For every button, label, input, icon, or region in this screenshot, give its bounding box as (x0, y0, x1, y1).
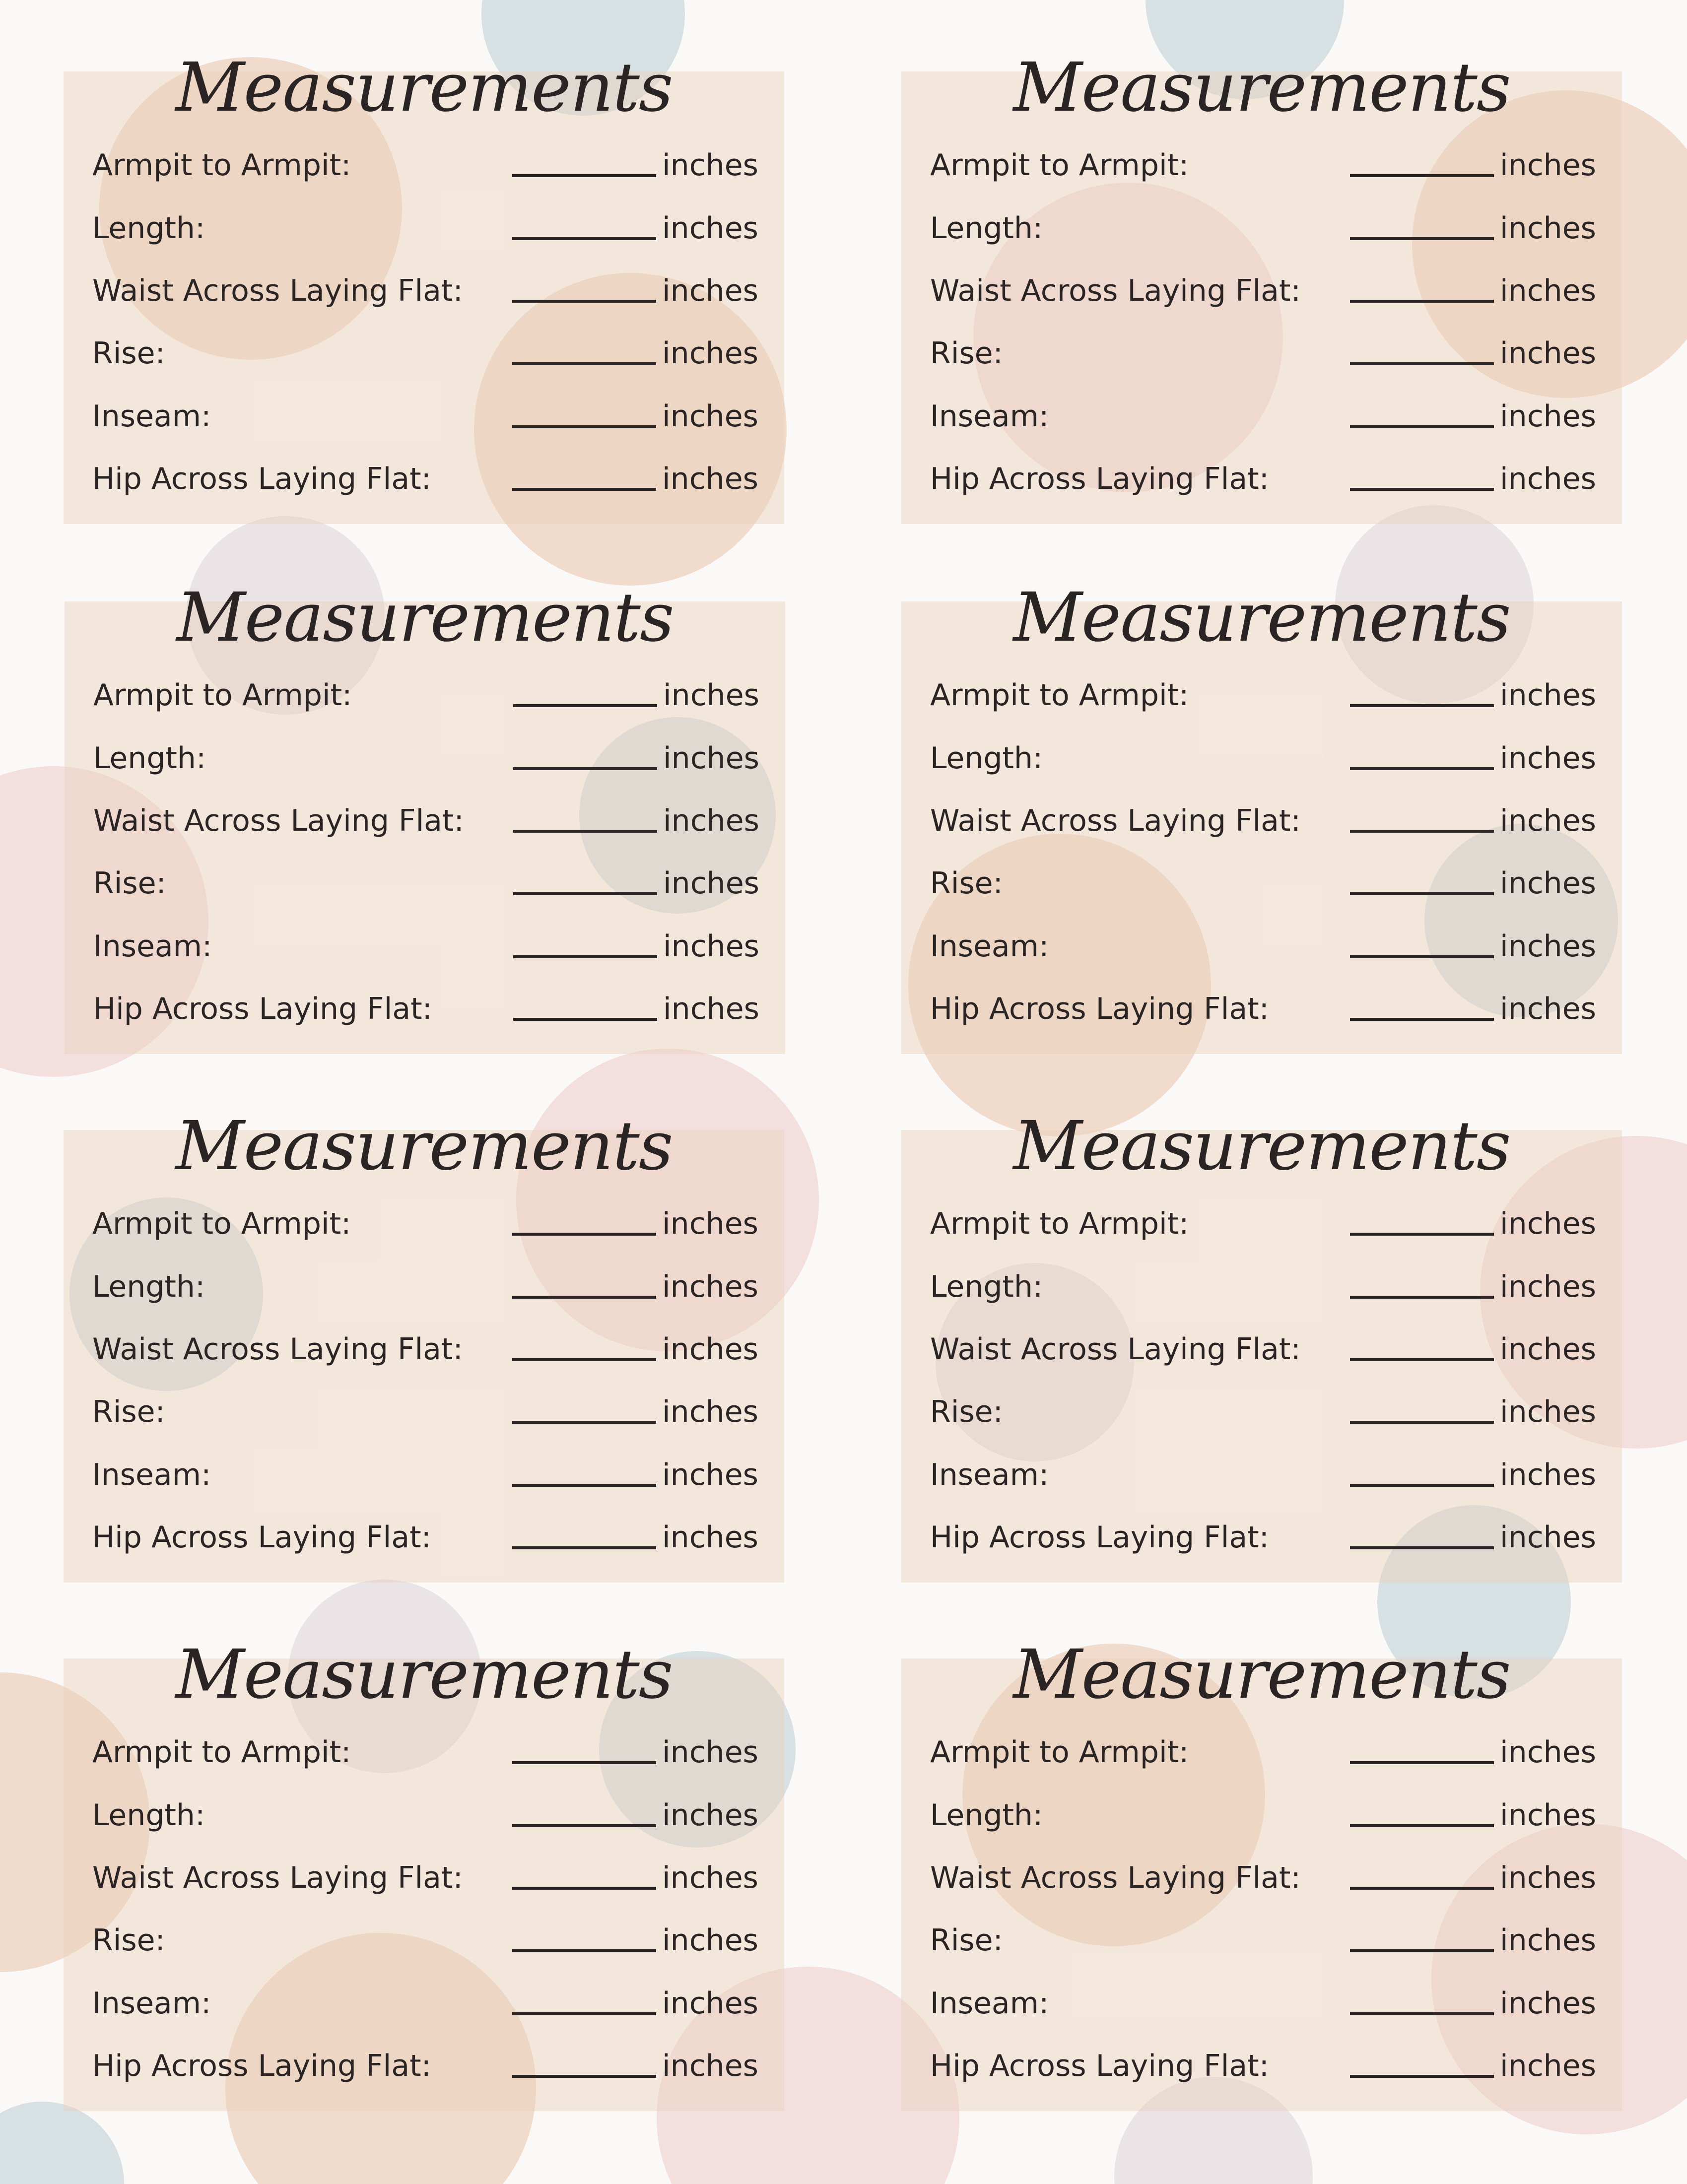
row-label: Waist Across Laying Flat: (930, 803, 1301, 838)
row-unit: inches (1500, 866, 1596, 901)
row-unit: inches (1500, 336, 1596, 371)
blank-entry-line[interactable] (513, 892, 657, 895)
row-unit: inches (662, 1520, 758, 1555)
card-title: Measurements (175, 1636, 673, 1714)
row-unit: inches (663, 929, 759, 964)
row-unit: inches (1500, 462, 1596, 496)
row-label: Armpit to Armpit: (930, 678, 1189, 713)
row-label: Waist Across Laying Flat: (92, 1332, 463, 1367)
blank-entry-line[interactable] (512, 1484, 656, 1487)
blank-entry-line[interactable] (1350, 2075, 1494, 2078)
blank-entry-line[interactable] (1350, 892, 1494, 895)
row-label: Armpit to Armpit: (930, 1735, 1189, 1770)
row-unit: inches (1500, 211, 1596, 246)
measurement-row-armpit (64, 1727, 784, 1777)
row-unit: inches (663, 803, 759, 838)
row-unit: inches (662, 273, 758, 308)
blank-entry-line[interactable] (1350, 1233, 1494, 1236)
row-label: Armpit to Armpit: (930, 148, 1189, 183)
row-unit: inches (662, 1986, 758, 2021)
blank-entry-line[interactable] (1350, 1824, 1494, 1827)
measurement-card-2 (901, 49, 1622, 524)
measurement-row-waist (901, 796, 1622, 846)
measurement-row-inseam (64, 1450, 784, 1500)
row-unit: inches (1500, 803, 1596, 838)
measurement-row-inseam (901, 1979, 1622, 2028)
measurement-row-armpit (901, 1199, 1622, 1249)
blank-entry-line[interactable] (1350, 237, 1494, 240)
row-label: Hip Across Laying Flat: (930, 2049, 1269, 2083)
row-unit: inches (663, 741, 759, 776)
row-unit: inches (1500, 678, 1596, 713)
measurement-row-waist (901, 1324, 1622, 1374)
measurement-row-waist (901, 266, 1622, 316)
row-label: Rise: (930, 1394, 1003, 1429)
blank-entry-line[interactable] (1350, 425, 1494, 428)
row-label: Rise: (930, 1923, 1003, 1958)
blank-entry-line[interactable] (512, 362, 656, 365)
blank-entry-line[interactable] (512, 2012, 656, 2015)
measurement-card-8 (901, 1636, 1622, 2111)
card-title: Measurements (175, 1107, 673, 1186)
blank-entry-line[interactable] (1350, 955, 1494, 958)
card-title: Measurements (175, 49, 673, 127)
measurement-row-rise (901, 1387, 1622, 1437)
blank-entry-line[interactable] (512, 1887, 656, 1890)
measurement-row-rise (901, 1916, 1622, 1965)
row-unit: inches (662, 1394, 758, 1429)
row-label: Rise: (93, 866, 166, 901)
row-unit: inches (662, 1206, 758, 1241)
blank-entry-line[interactable] (512, 1358, 656, 1361)
blank-entry-line[interactable] (512, 1761, 656, 1764)
row-unit: inches (662, 211, 758, 246)
row-label: Rise: (92, 1923, 165, 1958)
measurement-row-armpit (901, 140, 1622, 190)
measurement-row-armpit (64, 140, 784, 190)
blank-entry-line[interactable] (1350, 830, 1494, 833)
blank-entry-line[interactable] (1350, 362, 1494, 365)
row-label: Rise: (92, 1394, 165, 1429)
measurement-row-waist (64, 1853, 784, 1903)
card-title: Measurements (1013, 579, 1510, 657)
blank-entry-line[interactable] (512, 300, 656, 303)
card-title: Measurements (1013, 49, 1510, 127)
row-unit: inches (1500, 1457, 1596, 1492)
row-unit: inches (662, 336, 758, 371)
row-label: Inseam: (92, 399, 211, 434)
row-label: Hip Across Laying Flat: (93, 992, 432, 1026)
row-label: Inseam: (930, 1986, 1049, 2021)
row-label: Inseam: (930, 929, 1049, 964)
measurement-row-waist (64, 266, 784, 316)
measurement-row-inseam (901, 1450, 1622, 1500)
card-title: Measurements (1013, 1636, 1510, 1714)
measurement-row-inseam (901, 922, 1622, 971)
row-label: Waist Across Laying Flat: (93, 803, 464, 838)
measurement-row-length (64, 1790, 784, 1840)
blank-entry-line[interactable] (1350, 1761, 1494, 1764)
blank-entry-line[interactable] (1350, 704, 1494, 707)
row-unit: inches (662, 1923, 758, 1958)
measurement-row-hip (901, 1513, 1622, 1562)
row-unit: inches (1500, 273, 1596, 308)
row-unit: inches (1500, 929, 1596, 964)
blank-entry-line[interactable] (1350, 174, 1494, 177)
row-unit: inches (1500, 1986, 1596, 2021)
blank-entry-line[interactable] (513, 1018, 657, 1021)
measurement-row-hip (901, 984, 1622, 1034)
blank-entry-line[interactable] (1350, 1296, 1494, 1299)
blank-entry-line[interactable] (1350, 1018, 1494, 1021)
row-label: Waist Across Laying Flat: (92, 273, 463, 308)
row-unit: inches (662, 1798, 758, 1833)
blank-entry-line[interactable] (1350, 1421, 1494, 1424)
card-title: Measurements (1013, 1107, 1510, 1186)
measurement-row-armpit (65, 670, 785, 720)
row-label: Waist Across Laying Flat: (930, 273, 1301, 308)
row-label: Armpit to Armpit: (93, 678, 352, 713)
row-unit: inches (1500, 399, 1596, 434)
blank-entry-line[interactable] (1350, 1358, 1494, 1361)
row-label: Length: (93, 741, 206, 776)
measurement-row-armpit (64, 1199, 784, 1249)
blank-entry-line[interactable] (513, 767, 657, 770)
measurement-row-inseam (65, 922, 785, 971)
row-label: Waist Across Laying Flat: (92, 1860, 463, 1895)
measurement-card-7 (64, 1636, 784, 2111)
measurement-row-rise (64, 1387, 784, 1437)
measurement-row-length (901, 203, 1622, 253)
row-label: Inseam: (930, 399, 1049, 434)
measurement-row-armpit (901, 1727, 1622, 1777)
measurement-card-5 (64, 1107, 784, 1583)
row-unit: inches (1500, 1332, 1596, 1367)
row-unit: inches (1500, 992, 1596, 1026)
measurement-row-inseam (64, 1979, 784, 2028)
measurement-card-3 (65, 579, 785, 1054)
measurement-card-1 (64, 49, 784, 524)
decorative-dot (0, 2102, 124, 2184)
blank-entry-line[interactable] (512, 1421, 656, 1424)
row-unit: inches (662, 148, 758, 183)
row-unit: inches (663, 992, 759, 1026)
blank-entry-line[interactable] (1350, 767, 1494, 770)
measurement-row-hip (65, 984, 785, 1034)
blank-entry-line[interactable] (1350, 2012, 1494, 2015)
measurement-row-inseam (64, 392, 784, 441)
measurement-row-hip (64, 454, 784, 504)
row-unit: inches (1500, 1923, 1596, 1958)
row-label: Length: (930, 1269, 1043, 1304)
row-unit: inches (662, 1735, 758, 1770)
row-label: Inseam: (92, 1986, 211, 2021)
blank-entry-line[interactable] (513, 955, 657, 958)
measurement-row-hip (64, 2041, 784, 2091)
row-unit: inches (1500, 1735, 1596, 1770)
row-unit: inches (662, 399, 758, 434)
measurement-row-length (901, 1790, 1622, 1840)
measurement-row-waist (64, 1324, 784, 1374)
blank-entry-line[interactable] (512, 237, 656, 240)
measurement-row-hip (901, 454, 1622, 504)
row-label: Length: (92, 1269, 205, 1304)
row-unit: inches (662, 1269, 758, 1304)
row-unit: inches (1500, 1206, 1596, 1241)
measurement-card-4 (901, 579, 1622, 1054)
blank-entry-line[interactable] (512, 425, 656, 428)
measurement-row-length (901, 733, 1622, 783)
blank-entry-line[interactable] (1350, 488, 1494, 491)
row-unit: inches (1500, 1394, 1596, 1429)
row-unit: inches (1500, 1860, 1596, 1895)
row-label: Inseam: (930, 1457, 1049, 1492)
blank-entry-line[interactable] (512, 1296, 656, 1299)
measurement-row-rise (65, 859, 785, 908)
row-unit: inches (662, 1332, 758, 1367)
measurement-row-rise (901, 859, 1622, 908)
blank-entry-line[interactable] (512, 1233, 656, 1236)
row-label: Waist Across Laying Flat: (930, 1860, 1301, 1895)
blank-entry-line[interactable] (512, 174, 656, 177)
blank-entry-line[interactable] (512, 1546, 656, 1549)
blank-entry-line[interactable] (1350, 1546, 1494, 1549)
card-title: Measurements (176, 579, 674, 657)
row-label: Waist Across Laying Flat: (930, 1332, 1301, 1367)
measurement-row-length (901, 1262, 1622, 1312)
measurement-row-armpit (901, 670, 1622, 720)
row-label: Inseam: (92, 1457, 211, 1492)
row-unit: inches (663, 866, 759, 901)
measurement-row-length (65, 733, 785, 783)
row-unit: inches (1500, 2049, 1596, 2083)
measurement-row-hip (64, 1513, 784, 1562)
row-label: Armpit to Armpit: (92, 1735, 351, 1770)
row-label: Length: (930, 211, 1043, 246)
measurement-row-hip (901, 2041, 1622, 2091)
measurement-row-rise (901, 329, 1622, 378)
row-label: Hip Across Laying Flat: (92, 2049, 431, 2083)
measurement-row-rise (64, 329, 784, 378)
blank-entry-line[interactable] (513, 830, 657, 833)
blank-entry-line[interactable] (512, 1949, 656, 1952)
row-label: Length: (930, 1798, 1043, 1833)
measurement-row-rise (64, 1916, 784, 1965)
row-unit: inches (1500, 148, 1596, 183)
measurement-row-inseam (901, 392, 1622, 441)
blank-entry-line[interactable] (512, 488, 656, 491)
measurement-card-6 (901, 1107, 1622, 1583)
row-label: Length: (930, 741, 1043, 776)
row-unit: inches (662, 1860, 758, 1895)
row-label: Hip Across Laying Flat: (930, 462, 1269, 496)
blank-entry-line[interactable] (512, 2075, 656, 2078)
measurement-row-waist (901, 1853, 1622, 1903)
row-unit: inches (1500, 1520, 1596, 1555)
row-unit: inches (662, 1457, 758, 1492)
row-label: Hip Across Laying Flat: (930, 992, 1269, 1026)
row-label: Length: (92, 1798, 205, 1833)
blank-entry-line[interactable] (1350, 1484, 1494, 1487)
blank-entry-line[interactable] (1350, 300, 1494, 303)
measurement-row-waist (65, 796, 785, 846)
row-unit: inches (663, 678, 759, 713)
blank-entry-line[interactable] (1350, 1887, 1494, 1890)
row-label: Inseam: (93, 929, 212, 964)
row-label: Hip Across Laying Flat: (92, 462, 431, 496)
blank-entry-line[interactable] (513, 704, 657, 707)
row-label: Rise: (92, 336, 165, 371)
row-label: Armpit to Armpit: (92, 148, 351, 183)
blank-entry-line[interactable] (512, 1824, 656, 1827)
blank-entry-line[interactable] (1350, 1949, 1494, 1952)
row-unit: inches (1500, 1269, 1596, 1304)
row-label: Length: (92, 211, 205, 246)
row-unit: inches (662, 2049, 758, 2083)
row-label: Rise: (930, 336, 1003, 371)
row-unit: inches (1500, 1798, 1596, 1833)
row-label: Rise: (930, 866, 1003, 901)
row-label: Armpit to Armpit: (930, 1206, 1189, 1241)
row-label: Armpit to Armpit: (92, 1206, 351, 1241)
row-label: Hip Across Laying Flat: (92, 1520, 431, 1555)
row-unit: inches (662, 462, 758, 496)
measurement-row-length (64, 203, 784, 253)
row-label: Hip Across Laying Flat: (930, 1520, 1269, 1555)
measurement-row-length (64, 1262, 784, 1312)
row-unit: inches (1500, 741, 1596, 776)
